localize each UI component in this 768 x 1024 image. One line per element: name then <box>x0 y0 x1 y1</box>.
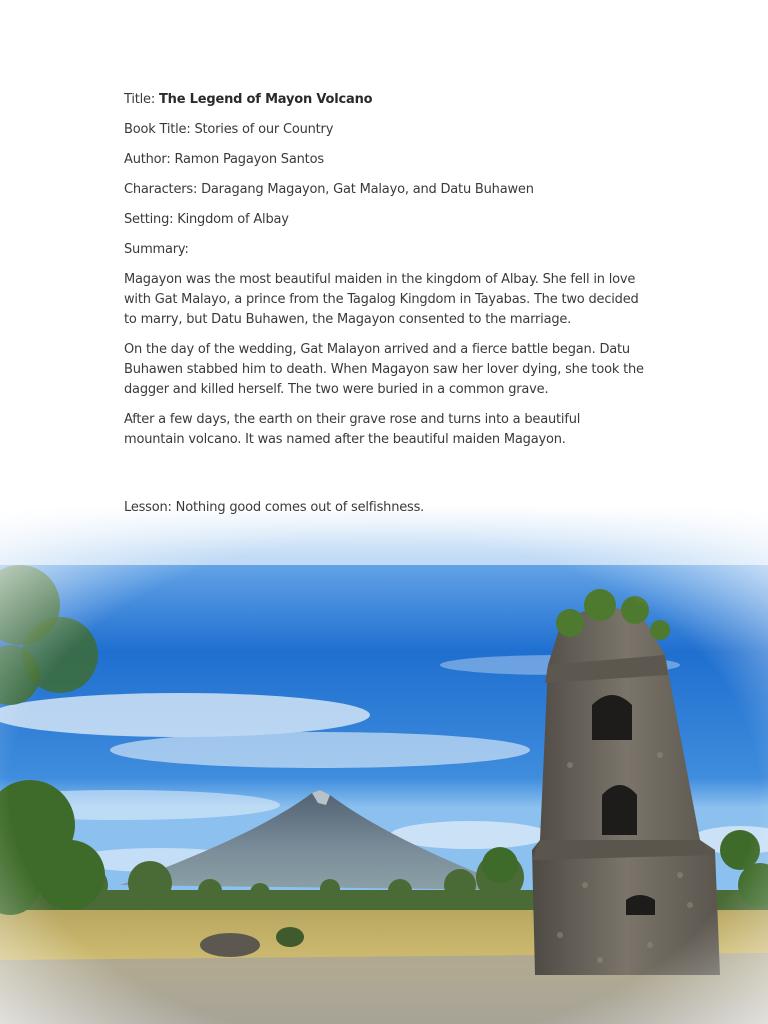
summary-paragraph-3: After a few days, the earth on their grave rose and turns into a beautiful mountain volcano. It was named after the beautiful maiden Magayon. <box>124 412 581 447</box>
book-title: Book Title: Stories of our Country <box>124 122 334 137</box>
story-text <box>124 90 644 528</box>
spacer <box>124 460 644 498</box>
author: Author: Ramon Pagayon Santos <box>124 152 324 167</box>
lesson: Lesson: Nothing good comes out of selfishness. <box>124 500 425 515</box>
summary-paragraph-1: Magayon was the most beautiful maiden in the kingdom of Albay. She fell in love with Gat Malayo, a prince from the Tagalog Kingdom in Tayabas. The two decided to marry, but Datu Buhawen, the Magayon consented to the marriage. <box>124 272 639 327</box>
title-label: Title: <box>124 92 156 107</box>
summary-paragraph-2: On the day of the wedding, Gat Malayon arrived and a fierce battle began. Datu Buhawen stabbed him to death. When Magayon saw her lover dying, she took the dagger and killed herself. The two were buried in a common grave. <box>124 342 644 397</box>
setting: Setting: Kingdom of Albay <box>124 212 289 227</box>
title-line <box>124 90 644 110</box>
story-title: The Legend of Mayon Volcano <box>158 92 373 107</box>
landscape-illustration <box>0 505 768 1024</box>
mayon-volcano-photo <box>0 505 768 1024</box>
characters: Characters: Daragang Magayon, Gat Malayo, and Datu Buhawen <box>124 182 534 197</box>
photo-vignette <box>0 505 768 1024</box>
summary-label: Summary: <box>124 242 189 257</box>
